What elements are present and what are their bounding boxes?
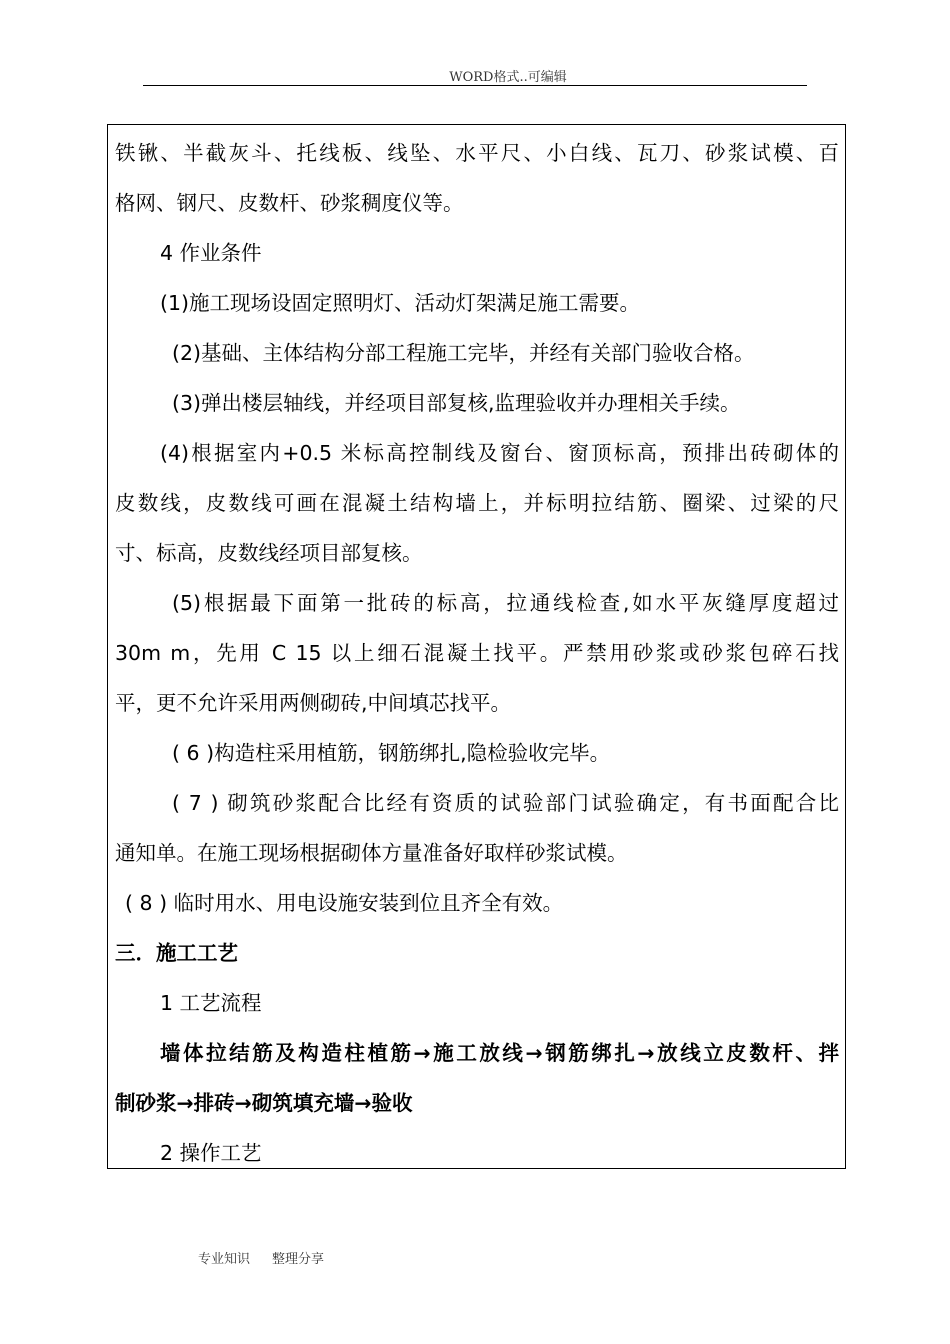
tools-line-1: 铁锹、半截灰斗、托线板、线坠、水平尺、小白线、瓦刀、砂浆试模、百 [115, 141, 839, 165]
footer-right-text: 整理分享 [272, 1252, 325, 1267]
condition-5-line-3: 平，更不允许采用两侧砌砖,中间填芯找平。 [115, 691, 512, 715]
condition-3: (3)弹出楼层轴线，并经项目部复核,监理验收并办理相关手续。 [172, 391, 741, 415]
subheading-operation-process: 2 操作工艺 [160, 1141, 262, 1165]
section-heading-work-conditions: 4 作业条件 [160, 241, 262, 265]
subheading-process-flow: 1 工艺流程 [160, 991, 262, 1015]
condition-4-line-1: (4)根据室内+0.5 米标高控制线及窗台、窗顶标高，预排出砖砌体的 [160, 441, 839, 465]
footer-left-text: 专业知识 [198, 1252, 251, 1267]
condition-2: (2)基础、主体结构分部工程施工完毕，并经有关部门验收合格。 [172, 341, 755, 365]
condition-7-line-1: ( 7 ) 砌筑砂浆配合比经有资质的试验部门试验确定，有书面配合比 [172, 791, 839, 815]
condition-4-line-3: 寸、标高，皮数线经项目部复核。 [115, 541, 423, 565]
page-header: WORD格式..可编辑 [449, 70, 567, 85]
condition-6: ( 6 )构造柱采用植筋，钢筋绑扎,隐检验收完毕。 [172, 741, 611, 765]
page-footer [198, 1248, 324, 1267]
condition-4-line-2: 皮数线，皮数线可画在混凝土结构墙上，并标明拉结筋、圈梁、过梁的尺 [115, 491, 839, 515]
process-flow-line-1: 墙体拉结筋及构造柱植筋→施工放线→钢筋绑扎→放线立皮数杆、拌 [160, 1041, 839, 1065]
condition-5-line-2: 30m m，先用 C 15 以上细石混凝土找平。严禁用砂浆或砂浆包碎石找 [115, 641, 839, 665]
condition-7-line-2: 通知单。在施工现场根据砌体方量准备好取样砂浆试模。 [115, 841, 628, 865]
condition-8: ( 8 ) 临时用水、用电设施安装到位且齐全有效。 [125, 891, 564, 915]
condition-1: (1)施工现场设固定照明灯、活动灯架满足施工需要。 [160, 291, 641, 315]
tools-line-2: 格网、钢尺、皮数杆、砂浆稠度仪等。 [115, 191, 464, 215]
section-heading-construction-process: 三．施工工艺 [115, 941, 238, 965]
condition-5-line-1: (5)根据最下面第一批砖的标高，拉通线检查,如水平灰缝厚度超过 [172, 591, 839, 615]
header-rule [143, 85, 807, 86]
process-flow-line-2: 制砂浆→排砖→砌筑填充墙→验收 [115, 1091, 413, 1115]
